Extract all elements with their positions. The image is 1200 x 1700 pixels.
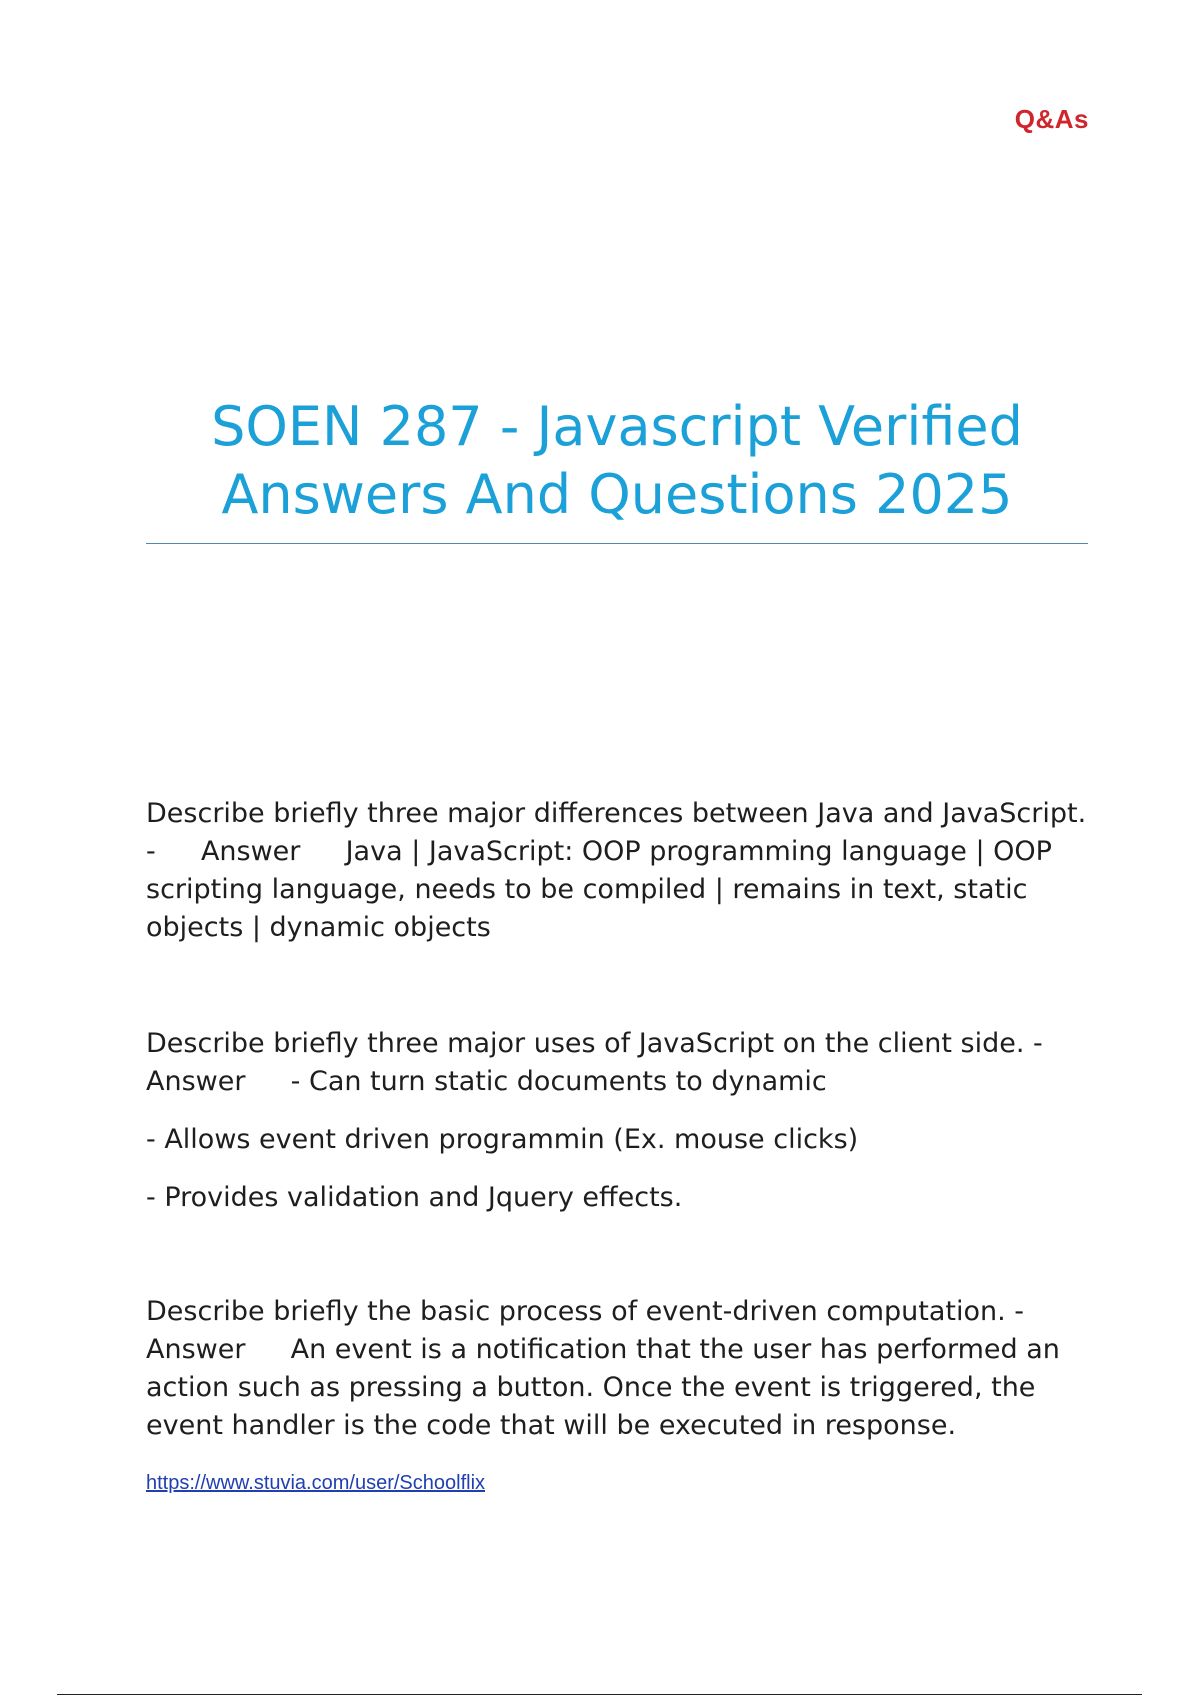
answer-bullet: - Allows event driven programmin (Ex. mouse clicks) [146, 1124, 859, 1155]
answer-text: - Can turn static documents to dynamic [290, 1066, 827, 1097]
title-line-2: Answers And Questions 2025 [221, 463, 1013, 526]
answer-bullet: - Provides validation and Jquery effects. [146, 1182, 683, 1213]
document-title [146, 393, 1088, 544]
qa-item-1-text [146, 795, 1096, 947]
answer-label: Answer [146, 1066, 246, 1097]
qa-item-2 [146, 1025, 1096, 1217]
answer-text: Java | JavaScript: OOP programming language | OOP scripting language, needs to be compiled | remains in text, static objects | dynamic objects [146, 836, 1052, 943]
answer-label: Answer [146, 1334, 246, 1365]
qa-header-tag: Q&As [1014, 104, 1089, 134]
qa-item-2-text [146, 1025, 1096, 1101]
question-text: Describe briefly three major uses of JavaScript on the client side. - [146, 1028, 1043, 1059]
title-line-1: SOEN 287 - Javascript Verified [211, 395, 1023, 458]
source-link[interactable]: https://www.stuvia.com/user/Schoolflix [146, 1472, 486, 1494]
qa-item-3 [146, 1293, 1096, 1445]
question-text: Describe briefly the basic process of event-driven computation. - [146, 1296, 1025, 1327]
answer-label: Answer [200, 836, 301, 867]
qa-item-3-text [146, 1293, 1096, 1445]
question-text: Describe briefly three major differences between Java and JavaScript. - [146, 798, 1087, 867]
footer-divider [57, 1694, 1142, 1695]
answer-text: An event is a notification that the user has performed an action such as pressing a button. Once the event is triggered, the event handler is the code that will be executed in response. [146, 1334, 1060, 1441]
qa-item-1 [146, 795, 1096, 947]
